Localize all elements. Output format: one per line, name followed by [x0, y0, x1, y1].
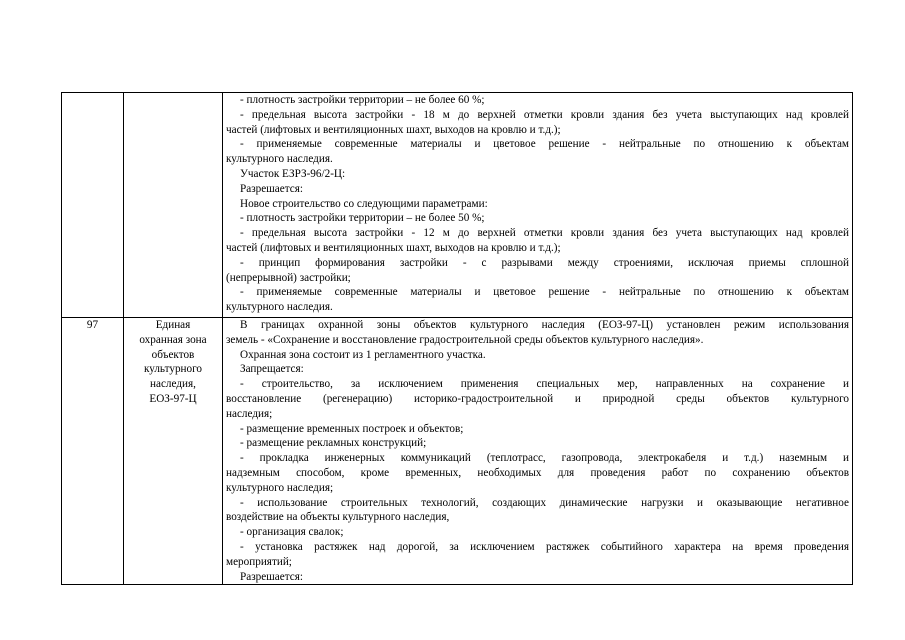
text-line: - строительство, за исключением применения специальных мер, направленных на сохранение и [240, 378, 849, 391]
text-line: частей (лифтовых и вентиляционных шахт, выходов на кровлю и т.д.); [226, 241, 561, 254]
text-line: - размещение временных построек и объектов; [240, 422, 464, 435]
row-number-cell [62, 318, 124, 585]
zone-name-line: ЕОЗ-97-Ц [149, 392, 197, 405]
text-line: - прокладка инженерных коммуникаций (теплотрасс, газопровода, электрокабеля и т.д.) наземным и [240, 452, 849, 465]
zone-name [124, 318, 222, 407]
text-line: - размещение рекламных конструкций; [240, 437, 427, 450]
regulation-text-lines [226, 318, 849, 584]
text-line: Разрешается: [240, 570, 303, 583]
text-line: воздействие на объекты культурного наследия, [226, 511, 450, 524]
text-line: (непрерывной) застройки; [226, 271, 351, 284]
text-line: - применяемые современные материалы и цветовое решение - нейтральные по отношению к объектам [240, 138, 849, 151]
zone-name-line: Единая [155, 319, 191, 331]
text-line: наследия; [226, 407, 273, 420]
text-line: восстановление (регенерацию) историко-градостроительной и природной среды объектов культурного [226, 392, 849, 405]
text-line: земель - «Сохранение и восстановление градостроительной среды объектов культурного наследия». [226, 333, 704, 346]
text-line: - предельная высота застройки - 18 м до верхней отметки кровли здания без учета выступающих над кровлей [240, 108, 849, 121]
zone-name-line: культурного [143, 363, 203, 376]
regulation-text-cell [223, 318, 853, 585]
regulation-table [61, 92, 853, 585]
text-line: надземным способом, кроме временных, необходимых для проведения работ по сохранению объектов [226, 466, 849, 479]
text-line: культурного наследия. [226, 153, 333, 166]
text-line: Участок ЕЗРЗ-96/2-Ц: [240, 167, 346, 180]
text-line: культурного наследия; [226, 481, 334, 494]
text-line: - установка растяжек над дорогой, за исключением растяжек событийного характера на время проведения [240, 540, 849, 553]
text-line: частей (лифтовых и вентиляционных шахт, выходов на кровлю и т.д.); [226, 123, 561, 136]
zone-name-cell [124, 318, 223, 585]
zone-name-line: объектов [151, 348, 195, 361]
text-line: Запрещается: [240, 363, 304, 376]
text-line: мероприятий; [226, 555, 292, 568]
regulation-text-lines [226, 93, 849, 315]
zone-name-line: охранная зона [139, 333, 207, 346]
text-line: - предельная высота застройки - 12 м до верхней отметки кровли здания без учета выступающих над кровлей [240, 227, 849, 240]
text-line: Охранная зона состоит из 1 регламентного участка. [240, 348, 486, 361]
table-row [62, 93, 853, 318]
regulation-text-cell [223, 93, 853, 318]
row-number: 97 [86, 319, 99, 331]
text-line: - плотность застройки территории – не более 50 %; [240, 212, 485, 225]
text-line: Новое строительство со следующими параметрами: [240, 197, 488, 210]
text-line: - плотность застройки территории – не более 60 %; [240, 94, 485, 106]
text-line: - применяемые современные материалы и цветовое решение - нейтральные по отношению к объектам [240, 286, 849, 299]
text-line: В границах охранной зоны объектов культурного наследия (ЕОЗ-97-Ц) установлен режим использования [240, 319, 849, 331]
text-line: - принцип формирования застройки - с разрывами между строениями, исключая приемы сплошной [240, 256, 849, 269]
row-number-cell [62, 93, 124, 318]
text-line: культурного наследия. [226, 301, 333, 314]
text-line: - организация свалок; [240, 526, 344, 539]
zone-name-line: наследия, [150, 378, 196, 391]
text-line: Разрешается: [240, 182, 303, 195]
table-row [62, 318, 853, 585]
zone-name-cell [124, 93, 223, 318]
text-line: - использование строительных технологий, создающих динамические нагрузки и оказывающие негативное [240, 496, 849, 509]
